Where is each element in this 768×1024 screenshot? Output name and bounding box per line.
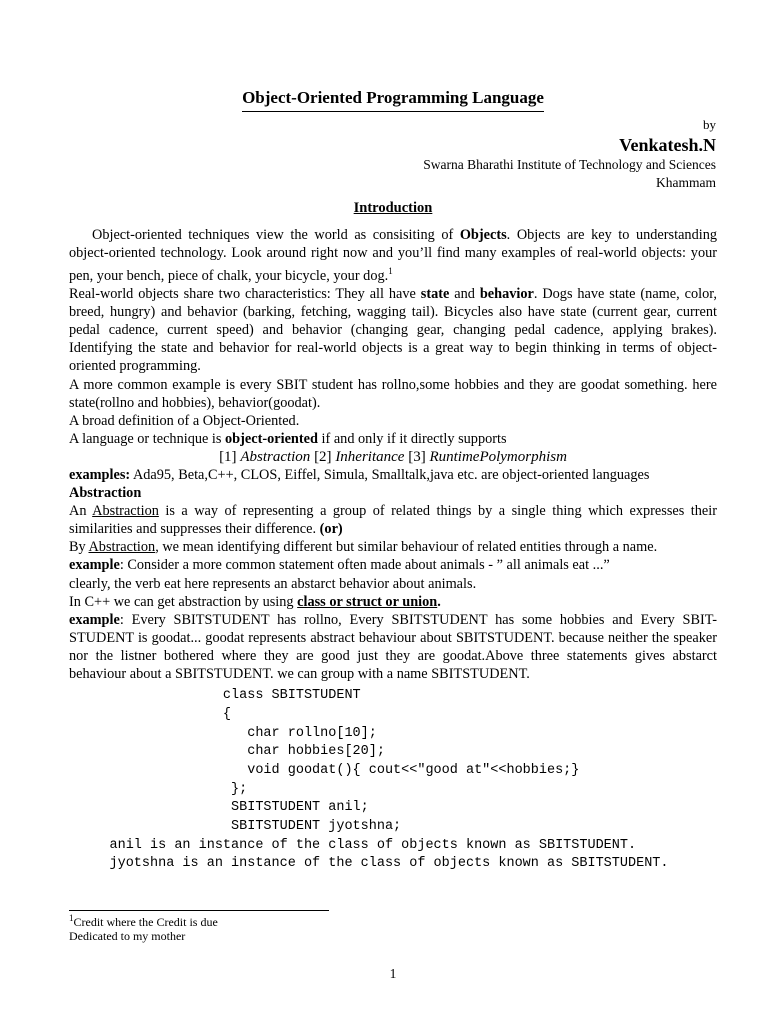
paragraph-9: clearly, the verb eat here represents an abstarct behavior about animals. <box>69 575 477 592</box>
paragraph-10: In C++ we can get abstraction by using class or struct or union. <box>69 593 441 610</box>
code-line: class SBITSTUDENT <box>69 688 361 704</box>
paragraph-11: example: Every SBITSTUDENT has rollno, Every SBITSTUDENT has some hobbies and Every SBIT-STUDENT is goodat... goodat represents abstract behaviour about SBITSTUDENT. because neither the speaker nor the listner bothered where they are good just they are goodat.Above three statements gives abstarct behaviour about a SBITSTUDENT. we can group with a name SBITSTUDENT. <box>69 611 717 683</box>
dedication: Dedicated to my mother <box>69 929 186 943</box>
code-line: SBITSTUDENT anil; <box>69 800 369 816</box>
code-block <box>69 687 717 874</box>
body-text <box>69 226 717 874</box>
footnote-rule <box>69 910 329 911</box>
footnote: $^1$Credit where the Credit is due <box>69 913 218 929</box>
city-name: Khammam <box>656 175 716 190</box>
document-title: Object-Oriented Programming Language <box>0 88 768 112</box>
code-line: jyotshna is an instance of the class of objects known as SBITSTUDENT. <box>69 856 669 872</box>
code-line: SBITSTUDENT jyotshna; <box>69 819 402 835</box>
paragraph-6: An Abstraction is a way of representing a group of related things by a single thing which expresses their similarities and suppresses their difference. (or) <box>69 503 717 538</box>
paragraph-4: A broad definition of a Object-Oriented. <box>69 412 300 429</box>
code-line: char rollno[10]; <box>69 725 377 741</box>
by-line: by <box>703 117 716 132</box>
paragraph-1: Object-oriented techniques view the world as consisiting of Objects. Objects are key to understanding object-oriented technology. Look around right now and you’ll find many examples of real-world objects: your pen, your bench, piece of chalk, your bicycle, your dog.$^1$ <box>69 227 717 284</box>
paragraph-7: By Abstraction, we mean identifying different but similar behaviour of related entities through a name. <box>69 539 658 556</box>
code-line: anil is an instance of the class of objects known as SBITSTUDENT. <box>69 837 637 853</box>
examples-line: examples: Ada95, Beta,C++, CLOS, Eiffel, Simula, Smalltalk,java etc. are object-oriented languages <box>69 466 650 483</box>
paragraph-5: A language or technique is object-oriented if and only if it directly supports <box>69 430 507 447</box>
code-line: { <box>69 706 232 722</box>
paragraph-2: Real-world objects share two characteristics: They all have state and behavior. Dogs have state (name, color, breed, hungry) and behavior (barking, fetching, wagging tail). Bicycles also have state (current gear, current pedal cadence, current speed) and behavior (changing gear, changing pedal cadence, applying brakes). Identifying the state and behavior for real-world objects is a great way to begin thinking in terms of object-oriented programming. <box>69 286 717 375</box>
code-line: }; <box>69 781 248 797</box>
paragraph-8: example: Consider a more common statement often made about animals - ” all animals eat ...” <box>69 557 610 574</box>
code-line: char hobbies[20]; <box>69 744 385 760</box>
math-list: [1] Abstraction [2] Inheritance [3] RuntimePolymorphism <box>219 448 567 465</box>
paragraph-3: A more common example is every SBIT student has rollno,some hobbies and they are goodat something. here state(rollno and hobbies), behavior(goodat). <box>69 376 717 411</box>
footnote-mark: 1 <box>388 266 393 277</box>
page-number: 1 <box>389 966 397 981</box>
code-line: void goodat(){ cout<<"good at"<<hobbies;} <box>69 762 580 778</box>
abstraction-heading: Abstraction <box>69 485 142 502</box>
author-name: Venkatesh.N <box>619 135 716 155</box>
section-heading-introduction: Introduction <box>353 200 433 216</box>
institute-name: Swarna Bharathi Institute of Technology and Sciences <box>423 157 716 172</box>
